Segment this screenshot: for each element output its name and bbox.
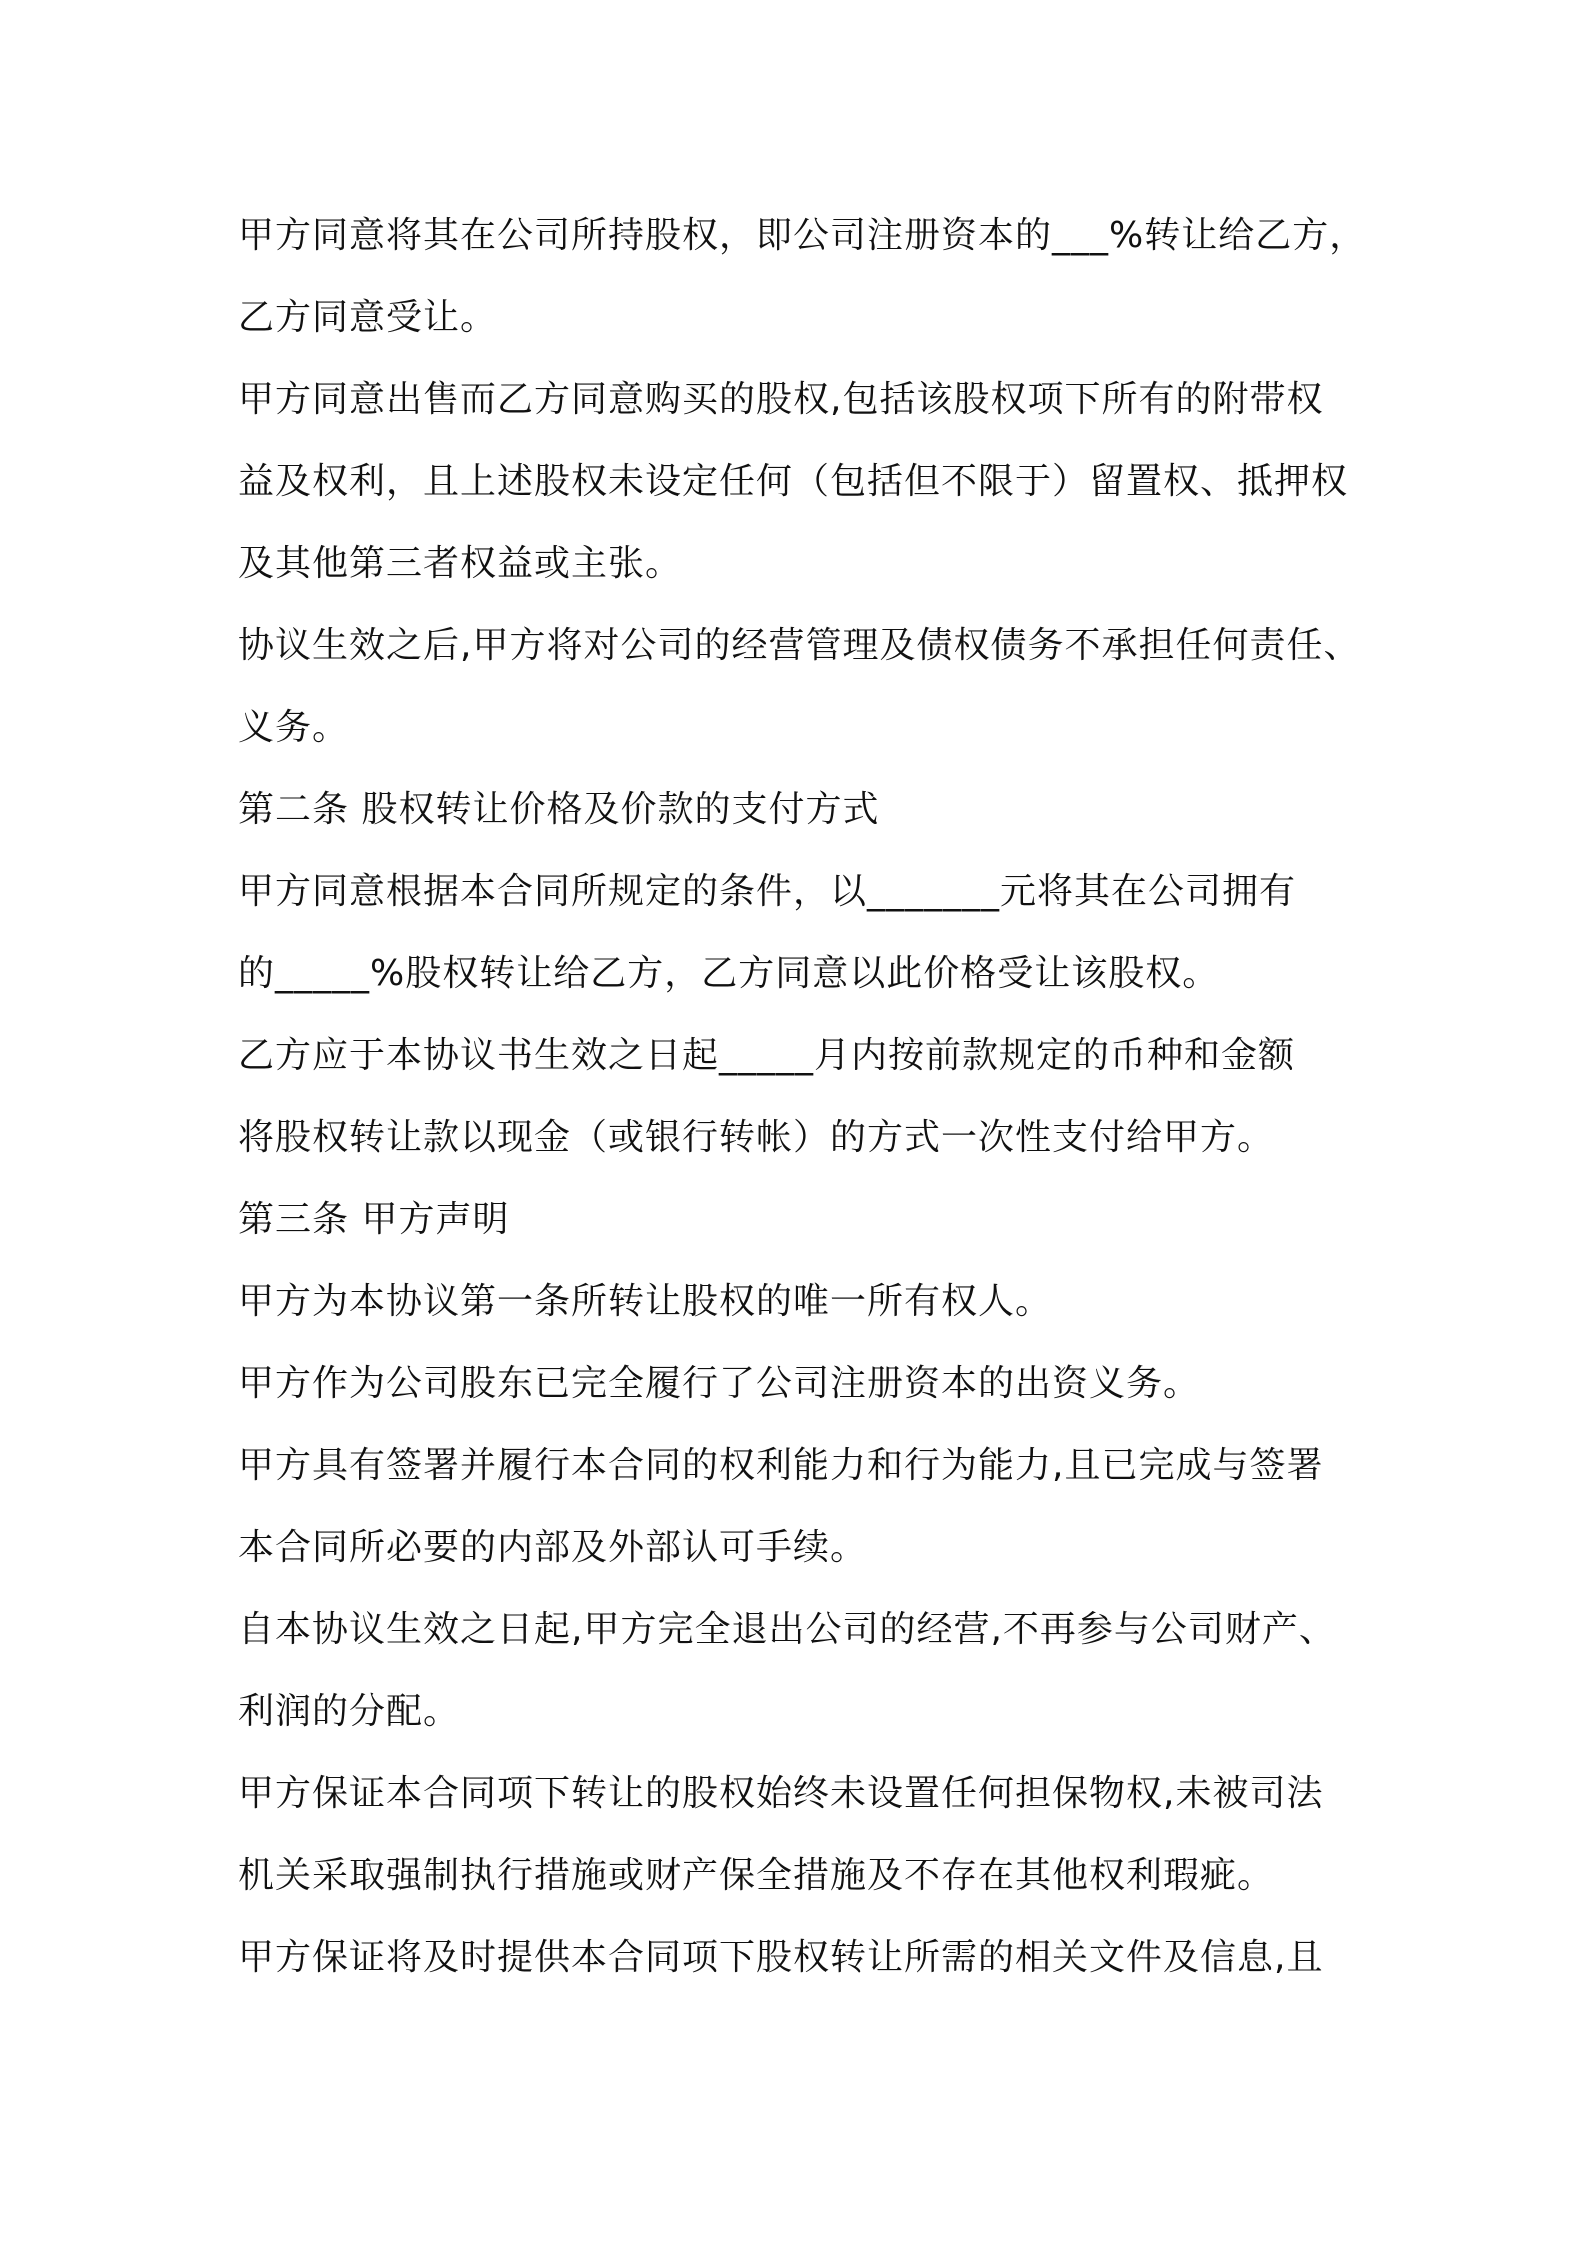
text-line: 甲方同意根据本合同所规定的条件，以_______元将其在公司拥有: [238, 871, 1297, 912]
text-line: 甲方同意出售而乙方同意购买的股权,包括该股权项下所有的附带权: [238, 379, 1324, 420]
document-body: [238, 195, 1368, 1999]
text-line: 的_____%股权转让给乙方，乙方同意以此价格受让该股权。: [238, 953, 1220, 994]
text-line: 及其他第三者权益或主张。: [238, 543, 683, 584]
text-line: 甲方保证本合同项下转让的股权始终未设置任何担保物权,未被司法: [238, 1773, 1324, 1814]
text-line: 将股权转让款以现金（或银行转帐）的方式一次性支付给甲方。: [238, 1117, 1275, 1158]
text-line: 本合同所必要的内部及外部认可手续。: [238, 1527, 868, 1568]
text-line: 乙方同意受让。: [238, 297, 498, 338]
text-line: 甲方作为公司股东已完全履行了公司注册资本的出资义务。: [238, 1363, 1201, 1404]
section-heading: 第二条 股权转让价格及价款的支付方式: [238, 789, 880, 830]
text-line: 甲方同意将其在公司所持股权，即公司注册资本的___%转让给乙方，: [238, 215, 1367, 256]
text-line: 甲方为本协议第一条所转让股权的唯一所有权人。: [238, 1281, 1053, 1322]
text-line: 甲方具有签署并履行本合同的权利能力和行为能力,且已完成与签署: [238, 1445, 1324, 1486]
text-line: 自本协议生效之日起,甲方完全退出公司的经营,不再参与公司财产、: [238, 1609, 1336, 1650]
text-line: 利润的分配。: [238, 1691, 461, 1732]
text-line: 乙方应于本协议书生效之日起_____月内按前款规定的币种和金额: [238, 1035, 1296, 1076]
text-line: 义务。: [238, 707, 350, 748]
text-line: 机关采取强制执行措施或财产保全措施及不存在其他权利瑕疵。: [238, 1855, 1275, 1896]
section-heading: 第三条 甲方声明: [238, 1199, 510, 1240]
text-line: 益及权利，且上述股权未设定任何（包括但不限于）留置权、抵押权: [238, 461, 1349, 502]
text-line: 甲方保证将及时提供本合同项下股权转让所需的相关文件及信息,且: [238, 1937, 1324, 1978]
text-line: 协议生效之后,甲方将对公司的经营管理及债权债务不承担任何责任、: [238, 625, 1361, 666]
